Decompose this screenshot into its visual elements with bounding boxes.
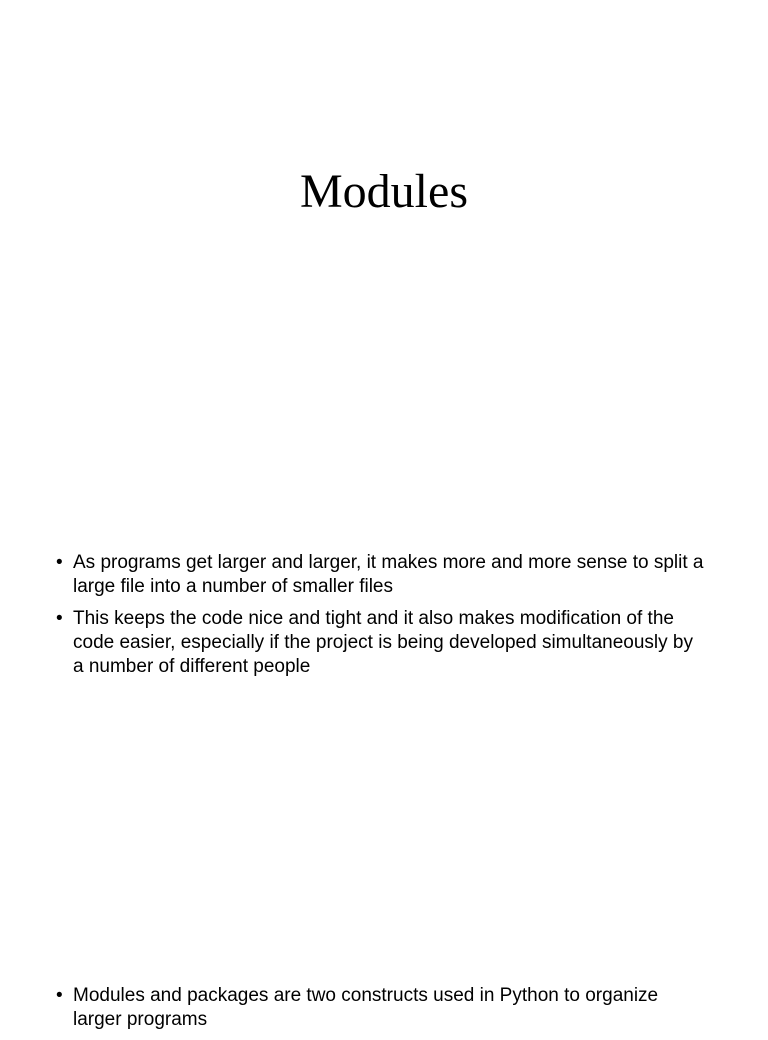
bullet-text: This keeps the code nice and tight and it also makes modification of the code easier, especially if the project is being developed simultaneously by a number of different people: [73, 608, 693, 677]
bullet-text: Modules and packages are two constructs used in Python to organize larger programs: [73, 985, 659, 1030]
bullet-icon: •: [56, 608, 63, 629]
slide-title: Modules: [300, 165, 468, 218]
bullet-icon: •: [56, 985, 63, 1006]
bullet-item: [56, 551, 706, 599]
bullet-item: [56, 607, 706, 679]
bullet-list: [56, 984, 706, 1040]
bullet-item: [56, 984, 706, 1032]
bullet-text: As programs get larger and larger, it makes more and more sense to split a large file into a number of smaller files: [73, 552, 704, 597]
bullet-list: [56, 551, 706, 687]
bullet-icon: •: [56, 552, 63, 573]
